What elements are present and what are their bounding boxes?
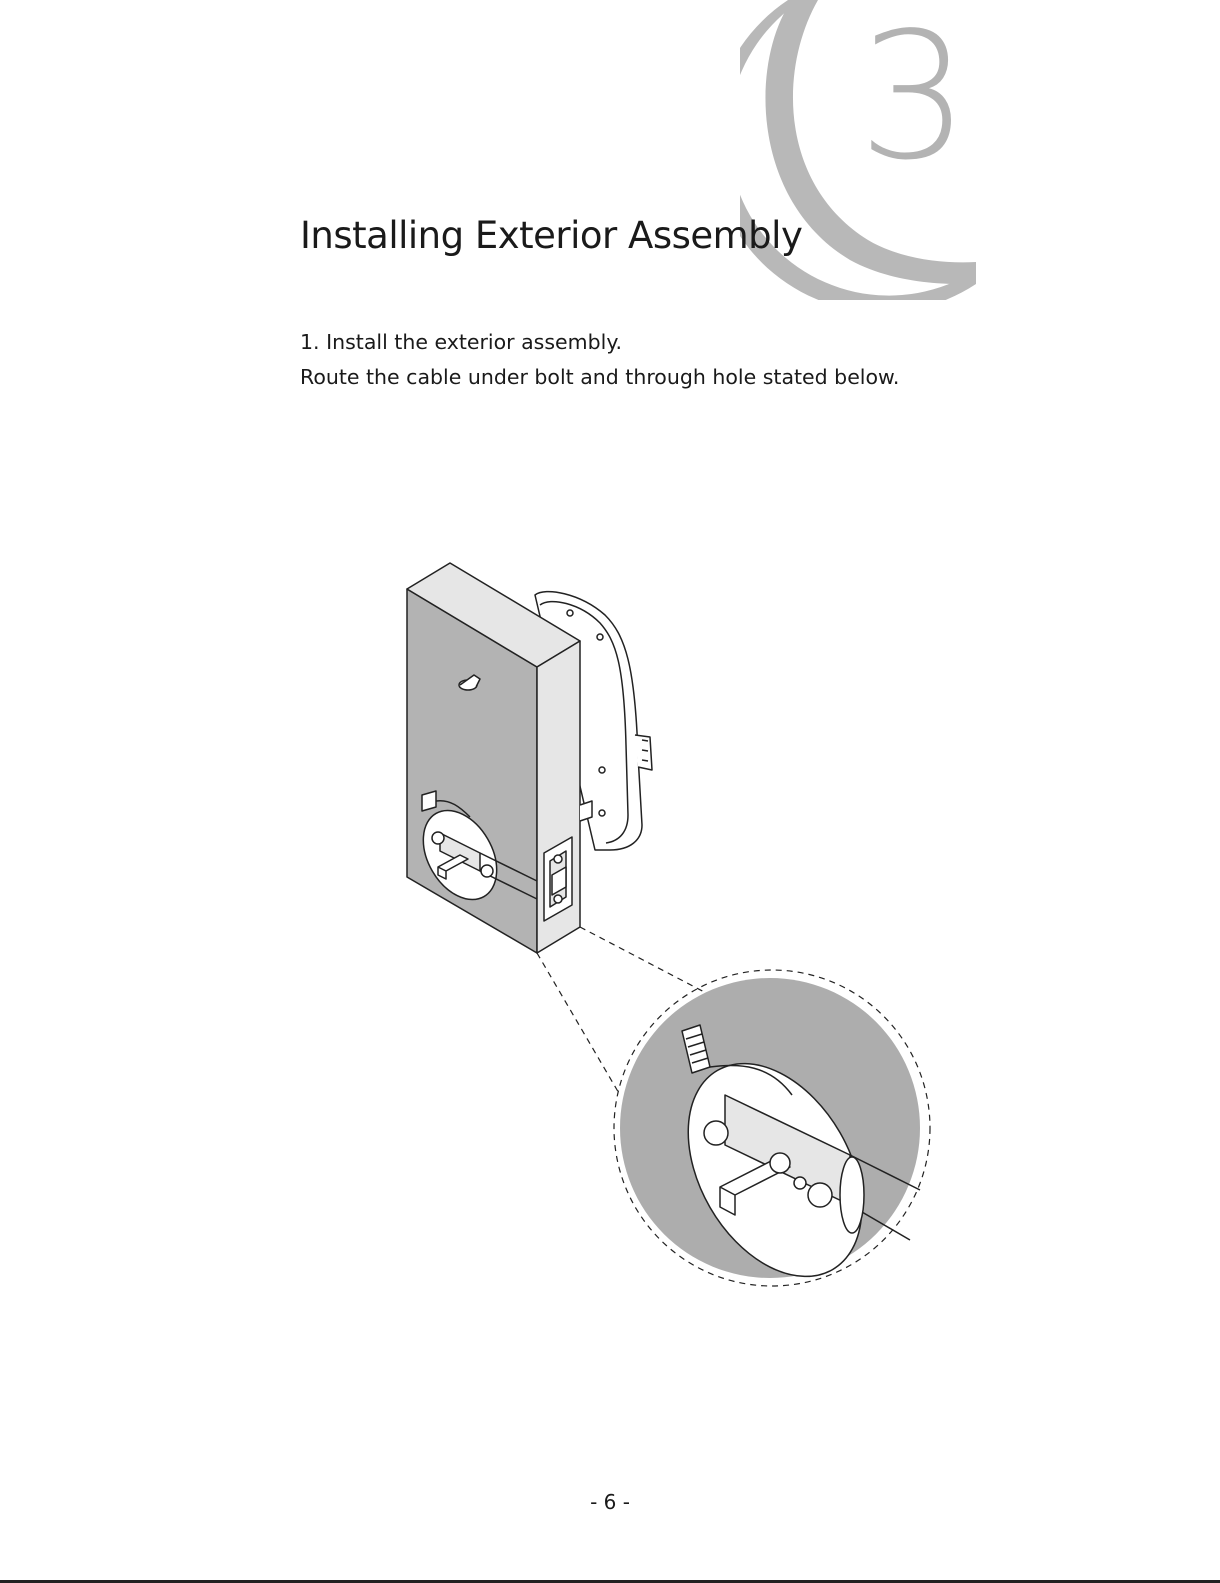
instruction-detail: Route the cable under bolt and through hole stated below. <box>300 365 900 389</box>
exterior-assembly-illustration <box>380 555 960 1305</box>
instruction-step: 1. Install the exterior assembly. <box>300 330 623 354</box>
page-number: - 6 - <box>590 1490 630 1514</box>
step-number: 3 <box>858 0 970 199</box>
page-title: Installing Exterior Assembly <box>300 214 803 257</box>
instructions <box>300 325 899 395</box>
